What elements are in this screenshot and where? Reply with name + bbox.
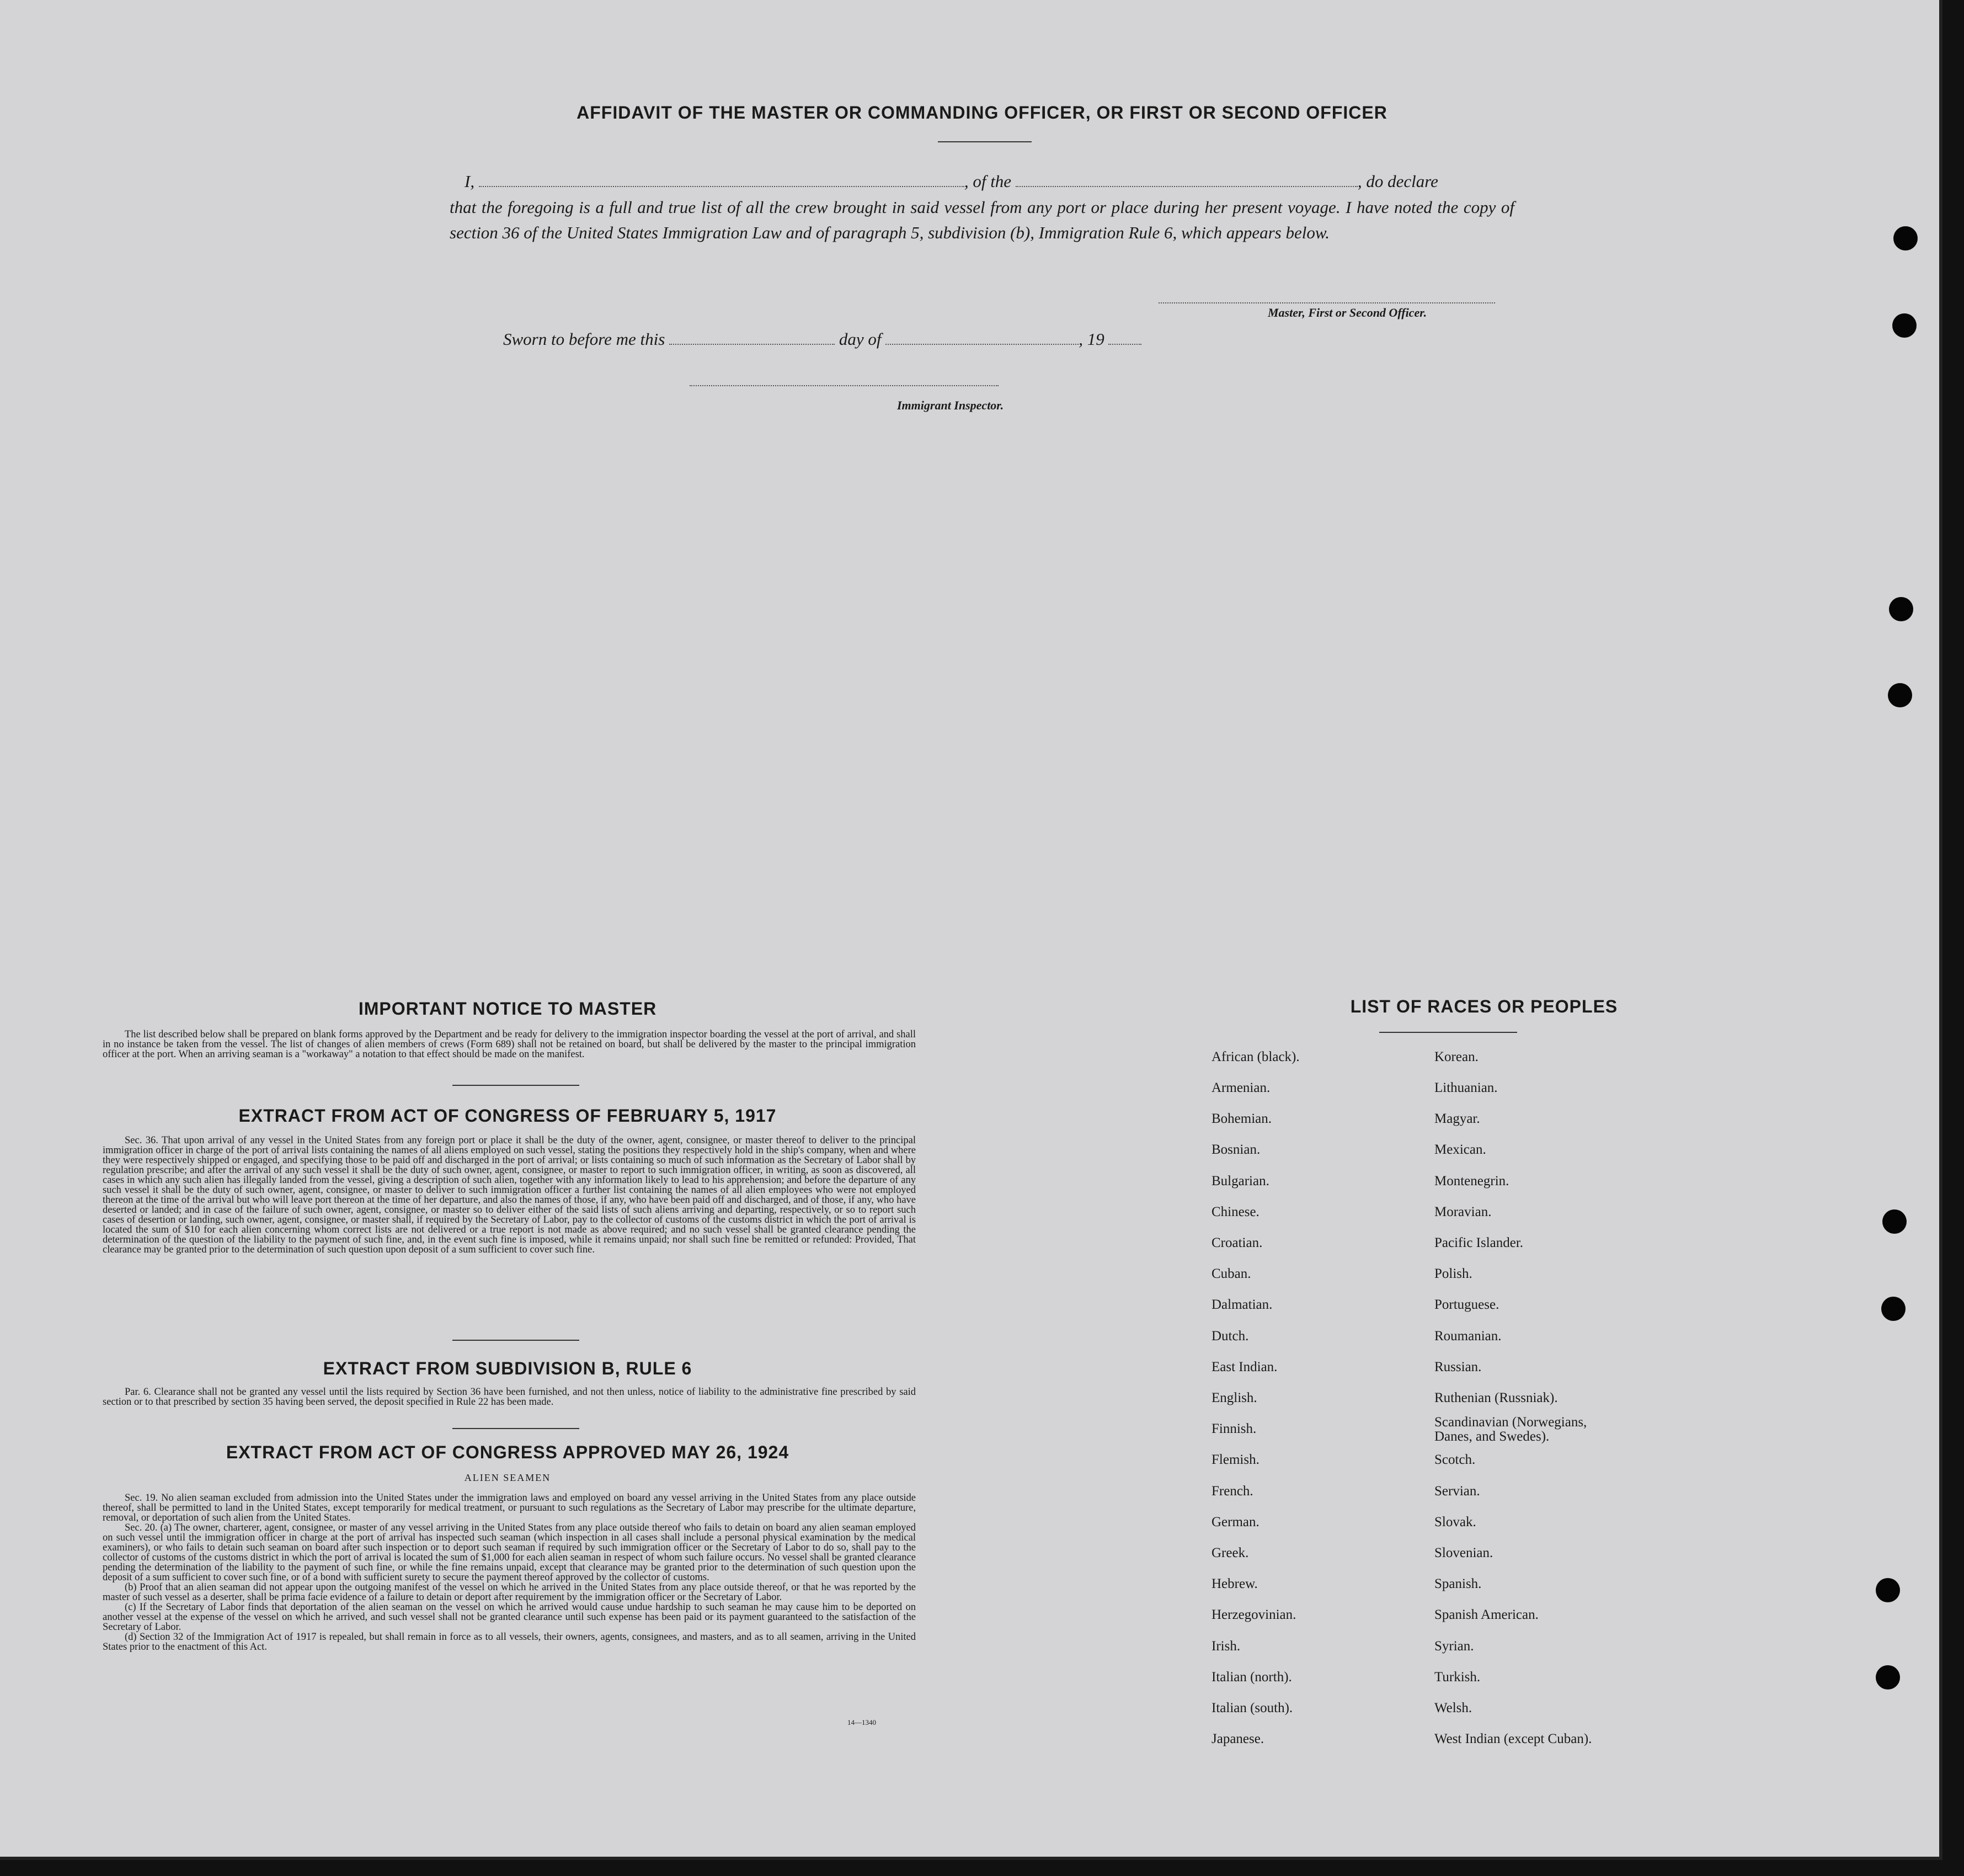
race-left-item: Cuban. bbox=[1212, 1266, 1251, 1281]
race-left-item: East Indian. bbox=[1212, 1360, 1278, 1374]
punch-hole bbox=[1892, 313, 1917, 338]
punch-hole bbox=[1882, 1209, 1907, 1234]
race-right-item: Ruthenian (Russniak). bbox=[1434, 1390, 1558, 1405]
punch-hole bbox=[1889, 597, 1913, 621]
affidavit-title: AFFIDAVIT OF THE MASTER OR COMMANDING OFFICER, OR FIRST OR SECOND OFFICER bbox=[577, 103, 1387, 122]
declaration-i: I, bbox=[465, 172, 475, 191]
race-right-item: Korean. bbox=[1434, 1049, 1479, 1064]
inspector-signature-line[interactable] bbox=[690, 385, 999, 386]
race-right-item: Welsh. bbox=[1434, 1701, 1472, 1715]
race-right-item: Slovak. bbox=[1434, 1515, 1476, 1529]
extract-rule6-text bbox=[103, 1387, 916, 1407]
race-right-item: Scotch. bbox=[1434, 1452, 1476, 1467]
sworn-day-field[interactable] bbox=[669, 344, 835, 345]
race-right-item: Montenegrin. bbox=[1434, 1174, 1509, 1189]
punch-hole bbox=[1881, 1297, 1906, 1321]
race-right-item: Mexican. bbox=[1434, 1142, 1486, 1157]
extract-rule6-title: EXTRACT FROM SUBDIVISION B, RULE 6 bbox=[323, 1358, 692, 1378]
race-right-item: Pacific Islander. bbox=[1434, 1235, 1524, 1250]
race-left-item: Croatian. bbox=[1212, 1235, 1263, 1250]
extract-rule6-paragraph: Par. 6. Clearance shall not be granted any vessel until the lists required by Section 36 have been furnished, and not then unless, notice of liability to the administrative fine prescribed by said section or to that prescribed by section 35 having been served, the deposit specified in Rule 22 has been made. bbox=[103, 1387, 916, 1408]
race-left-item: French. bbox=[1212, 1484, 1253, 1499]
sworn-month-field[interactable] bbox=[885, 344, 1079, 345]
extract-1924-paragraph: (b) Proof that an alien seaman did not appear upon the outgoing manifest of the vessel on which he arrived in the United States from any place outside thereof, or that he was reported by the master of such vessel as a deserter, shall be prima facie evidence of a failure to detain or deport after requirement by the immigration officer or the Secretary of Labor. bbox=[103, 1582, 916, 1603]
race-left-item: Italian (north). bbox=[1212, 1670, 1292, 1685]
master-signature-caption: Master, First or Second Officer. bbox=[1268, 306, 1427, 319]
race-left-item: Herzegovinian. bbox=[1212, 1607, 1296, 1622]
extract-1924-paragraph: Sec. 20. (a) The owner, charterer, agent, consignee, or master of any vessel arriving in the United States from any place outside thereof who fails to detain on board any alien seaman employed on such vessel until the immigration officer in charge at the port of arrival has inspected such seaman (which inspection in all cases shall include a personal physical examination by the medical examiners), or who fails to detain such seaman on board after such inspection or to deport such seaman if required by such immigration officer or the Secretary of Labor to do so, shall pay to the collector of customs of the customs district in which the port of arrival is located the sum of $1,000 for each alien seaman in respect of whom such failure occurs. No vessel shall be granted clearance pending the determination of the liability to the payment of such fine, or while the fine remains unpaid, except that clearance may be granted prior to the determination of such question upon the deposit of a sum sufficient to cover such fine, or of a bond with sufficient surety to secure the payment thereof approved by the collector of customs. bbox=[103, 1522, 916, 1583]
race-right-item: West Indian (except Cuban). bbox=[1434, 1731, 1592, 1746]
race-left-item: African (black). bbox=[1212, 1049, 1300, 1064]
declaration-line bbox=[465, 169, 1513, 194]
inspector-caption: Immigrant Inspector. bbox=[897, 398, 1004, 412]
sworn-year-field[interactable] bbox=[1108, 344, 1141, 345]
race-left-item: Finnish. bbox=[1212, 1421, 1257, 1436]
notice-title: IMPORTANT NOTICE TO MASTER bbox=[358, 999, 657, 1019]
race-left-item: Japanese. bbox=[1212, 1731, 1264, 1746]
race-right-item: Roumanian. bbox=[1434, 1329, 1502, 1344]
race-left-item: English. bbox=[1212, 1390, 1257, 1405]
race-left-item: Italian (south). bbox=[1212, 1701, 1293, 1715]
race-right-item: Scandinavian (Norwegians, Danes, and Swedes). bbox=[1434, 1415, 1587, 1444]
sworn-line bbox=[503, 327, 1141, 352]
punch-hole bbox=[1893, 226, 1918, 251]
form-number: 14—1340 bbox=[847, 1718, 876, 1726]
race-right-item: Servian. bbox=[1434, 1484, 1480, 1499]
race-left-item: Hebrew. bbox=[1212, 1576, 1258, 1591]
race-right-item: Portuguese. bbox=[1434, 1297, 1499, 1312]
section-rule bbox=[452, 1085, 579, 1086]
title-rule bbox=[938, 141, 1032, 142]
race-right-item: Slovenian. bbox=[1434, 1545, 1493, 1560]
punch-hole bbox=[1876, 1578, 1900, 1602]
race-right-item: Spanish American. bbox=[1434, 1607, 1539, 1622]
race-right-item: Syrian. bbox=[1434, 1639, 1474, 1654]
vessel-field[interactable] bbox=[1016, 186, 1358, 187]
races-title-rule bbox=[1379, 1032, 1517, 1033]
race-left-item: Dalmatian. bbox=[1212, 1297, 1273, 1312]
race-right-item: Polish. bbox=[1434, 1266, 1472, 1281]
extract-1924-title: EXTRACT FROM ACT OF CONGRESS APPROVED MAY 26, 1924 bbox=[226, 1442, 789, 1462]
race-left-item: German. bbox=[1212, 1515, 1259, 1529]
race-right-item: Lithuanian. bbox=[1434, 1080, 1498, 1095]
race-right-item: Moravian. bbox=[1434, 1205, 1492, 1219]
race-right-item: Spanish. bbox=[1434, 1576, 1482, 1591]
declaration-do-declare: , do declare bbox=[1357, 172, 1438, 191]
extract-1924-text bbox=[103, 1493, 916, 1652]
notice-paragraph: The list described below shall be prepared on blank forms approved by the Department and be ready for delivery to the immigration inspector boarding the vessel at the port of arrival, and shall in no instance be taken from the vessel. The list of changes of alien members of crews (Form 689) shall not be retained on board, but shall be delivered by the master to the principal immigration officer at the port. When an arriving seaman is a "workaway" a notation to that effect should be made on the manifest. bbox=[103, 1029, 916, 1060]
race-left-item: Bulgarian. bbox=[1212, 1174, 1269, 1189]
extract-1924-paragraph: Sec. 19. No alien seaman excluded from admission into the United States under the immigration laws and employed on board any vessel arriving in the United States from any place outside thereof, shall be permitted to land in the United States, except temporarily for medical treatment, or pursuant to such regulations as the Secretary of Labor may prescribe for the ultimate departure, removal, or deportation of such alien from the United States. bbox=[103, 1493, 916, 1523]
extract-1917-title: EXTRACT FROM ACT OF CONGRESS OF FEBRUARY 5, 1917 bbox=[238, 1106, 777, 1126]
extract-1924-paragraph: (c) If the Secretary of Labor finds that deportation of the alien seaman on the vessel on which he arrived would cause undue hardship to such seaman he may cause him to be deported on another vessel at the expense of the vessel on which he arrived, and such vessel shall not be granted clearance until such expense has been paid or its payment guaranteed to the satisfaction of the Secretary of Labor. bbox=[103, 1602, 916, 1633]
declaration-of-the: , of the bbox=[964, 172, 1012, 191]
race-left-item: Flemish. bbox=[1212, 1452, 1259, 1467]
sworn-year: , 19 bbox=[1079, 329, 1104, 349]
race-right-item: Magyar. bbox=[1434, 1111, 1480, 1126]
race-left-item: Bohemian. bbox=[1212, 1111, 1272, 1126]
sworn-day-of: day of bbox=[839, 329, 882, 349]
race-left-item: Armenian. bbox=[1212, 1080, 1271, 1095]
name-field[interactable] bbox=[479, 186, 964, 187]
master-signature-line[interactable] bbox=[1159, 302, 1495, 303]
race-left-item: Irish. bbox=[1212, 1639, 1241, 1654]
races-title: LIST OF RACES OR PEOPLES bbox=[1350, 996, 1618, 1016]
punch-hole bbox=[1876, 1665, 1900, 1690]
race-left-item: Chinese. bbox=[1212, 1205, 1259, 1219]
race-right-item: Russian. bbox=[1434, 1360, 1482, 1374]
extract-1924-subtitle: ALIEN SEAMEN bbox=[464, 1472, 551, 1483]
extract-1924-paragraph: (d) Section 32 of the Immigration Act of 1917 is repealed, but shall remain in force as to all vessels, their owners, agents, consignees, and masters, and as to all seamen, arriving in the United States prior to the enactment of this Act. bbox=[103, 1632, 916, 1653]
extract-1917-text bbox=[103, 1136, 916, 1255]
race-right-item: Turkish. bbox=[1434, 1670, 1481, 1685]
section-rule bbox=[452, 1340, 579, 1341]
race-left-item: Dutch. bbox=[1212, 1329, 1249, 1344]
sworn-prefix: Sworn to before me this bbox=[503, 329, 665, 349]
punch-hole bbox=[1888, 683, 1912, 707]
notice-text bbox=[103, 1030, 916, 1059]
race-left-item: Bosnian. bbox=[1212, 1142, 1261, 1157]
declaration-body: that the foregoing is a full and true list of all the crew brought in said vessel from any port or place during her present voyage. I have noted the copy of section 36 of the United States Immigration Law and of paragraph 5, subdivision (b), Immigration Rule 6, which appears below. bbox=[450, 198, 1514, 242]
race-left-item: Greek. bbox=[1212, 1545, 1249, 1560]
extract-1917-paragraph: Sec. 36. That upon arrival of any vessel in the United States from any foreign port or place it shall be the duty of the owner, agent, consignee, or master thereof to deliver to the principal immigration officer in charge of the port of arrival lists containing the names of all aliens employed on such vessel, stating the positions they respectively hold in the ship's company, when and where they were respectively shipped or engaged, and specifying those to be paid off and discharged in the port of arrival; or lists containing so much of such information as the Secretary of Labor shall by regulation prescribe; and after the arrival of any such vessel it shall be the duty of such owner, agent, consignee, or master to report to such immigration officer, in writing, as soon as discovered, all cases in which any such alien has illegally landed from the vessel, giving a description of such alien, together with any information likely to lead to his apprehension; and before the departure of any such vessel it shall be the duty of such owner, agent, consignee, or master to deliver to such immigration officer a further list containing the names of all alien employees who were not employed thereon at the time of the arrival but who will leave port thereon at the time of her departure, and also the names of those, if any, who have been paid off and discharged, and of those, if any, who have deserted or landed; and in case of the failure of such owner, agent, consignee, or master so to deliver either of the said lists of such aliens arriving and departing, respectively, or so to report such cases of desertion or landing, such owner, agent, consignee, or master shall, if required by the Secretary of Labor, pay to the collector of customs of the customs district in which the port of arrival is located the sum of $10 for each alien concerning whom correct lists are not delivered or a true report is not made as above required; and no such vessel shall be granted clearance pending the determination of the question of the liability to the payment of such fine, and, in the event such fine is imposed, while it remains unpaid; nor shall such fine be remitted or refunded: Provided, That clearance may be granted prior to the determination of such question upon deposit of a sum sufficient to cover such fine. bbox=[103, 1135, 916, 1255]
section-rule bbox=[452, 1428, 579, 1429]
